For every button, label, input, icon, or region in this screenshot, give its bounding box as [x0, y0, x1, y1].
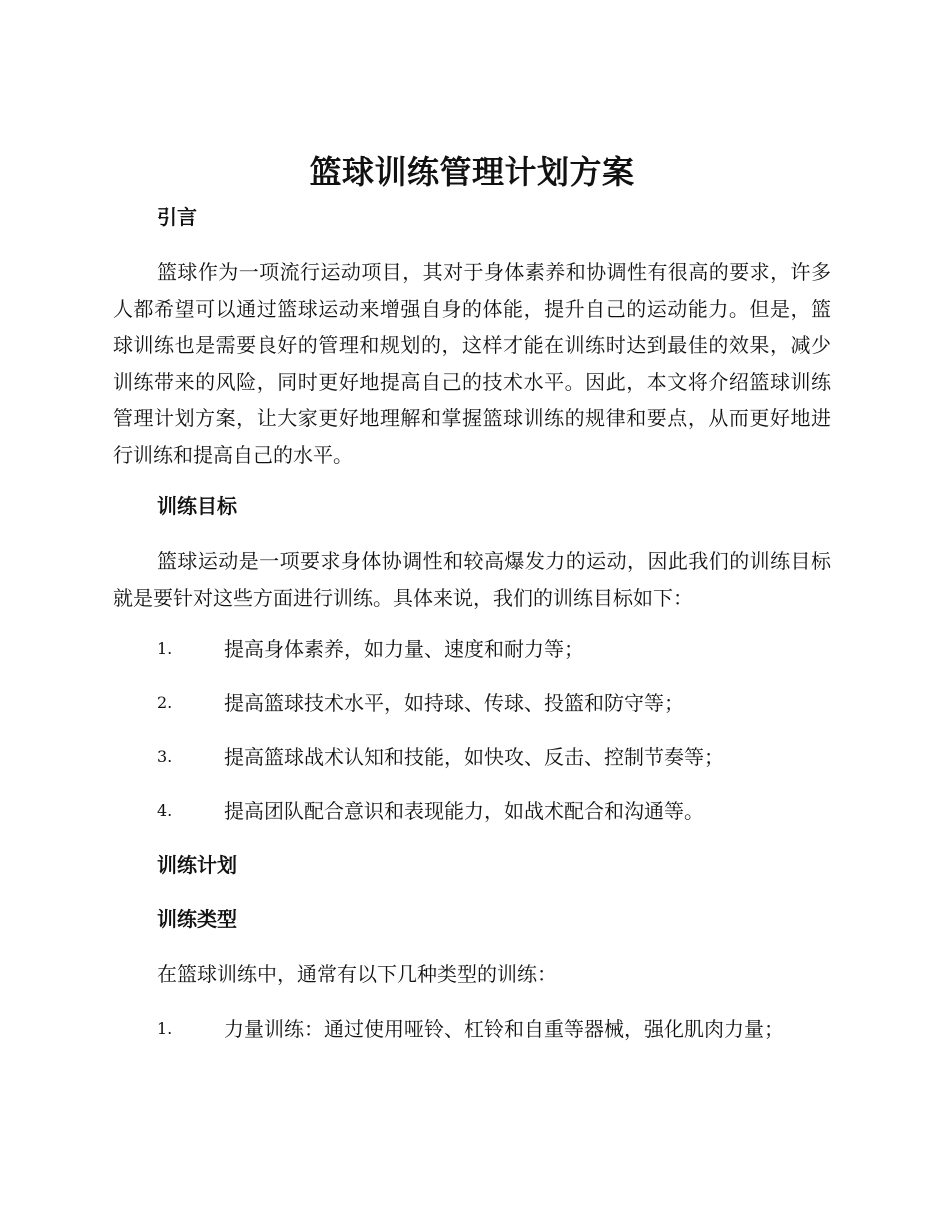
paragraph-intro: 篮球作为一项流行运动项目，其对于身体素养和协调性有很高的要求，许多人都希望可以通过篮球运动来增强自身的体能，提升自己的运动能力。但是，篮球训练也是需要良好的管理和规划的，这样才能在训练时达到最佳的效果，减少训练带来的风险，同时更好地提高自己的技术水平。因此，本文将介绍篮球训练管理计划方案，让大家更好地理解和掌握篮球训练的规律和要点，从而更好地进行训练和提高自己的水平。	[113, 260, 831, 467]
spacer	[113, 989, 831, 1014]
spacer	[113, 934, 831, 959]
list-text: 提高身体素养，如力量、速度和耐力等；	[224, 637, 584, 661]
spacer	[113, 880, 831, 904]
heading-plan: 训练计划	[157, 853, 237, 877]
document-title: 篮球训练管理计划方案	[309, 153, 635, 191]
list-number: 3.	[157, 747, 173, 766]
list-item	[113, 634, 831, 664]
list-item	[113, 796, 831, 826]
document-page	[113, 150, 831, 1044]
heading-intro: 引言	[157, 205, 197, 229]
types-list	[113, 1014, 831, 1044]
list-text: 提高篮球战术认知和技能，如快攻、反击、控制节奏等；	[224, 745, 724, 769]
list-item	[113, 688, 831, 718]
spacer	[113, 521, 831, 543]
paragraph-goals: 篮球运动是一项要求身体协调性和较高爆发力的运动，因此我们的训练目标就是要针对这些方面进行训练。具体来说，我们的训练目标如下：	[113, 549, 831, 610]
heading-goals: 训练目标	[157, 494, 237, 518]
list-number: 1.	[157, 1019, 173, 1038]
list-number: 2.	[157, 693, 173, 712]
spacer	[113, 664, 831, 688]
spacer	[113, 826, 831, 850]
spacer	[113, 473, 831, 491]
list-number: 1.	[157, 639, 173, 658]
list-text: 力量训练：通过使用哑铃、杠铃和自重等器械，强化肌肉力量；	[224, 1017, 784, 1041]
list-text: 提高团队配合意识和表现能力，如战术配合和沟通等。	[224, 799, 704, 823]
list-item	[113, 1014, 831, 1044]
spacer	[113, 232, 831, 254]
spacer	[113, 772, 831, 796]
heading-types: 训练类型	[157, 907, 237, 931]
goals-list	[113, 634, 831, 826]
list-number: 4.	[157, 801, 173, 820]
spacer	[113, 616, 831, 634]
list-item	[113, 742, 831, 772]
paragraph-types: 在篮球训练中，通常有以下几种类型的训练：	[157, 962, 557, 986]
spacer	[113, 718, 831, 742]
list-text: 提高篮球技术水平，如持球、传球、投篮和防守等；	[224, 691, 684, 715]
